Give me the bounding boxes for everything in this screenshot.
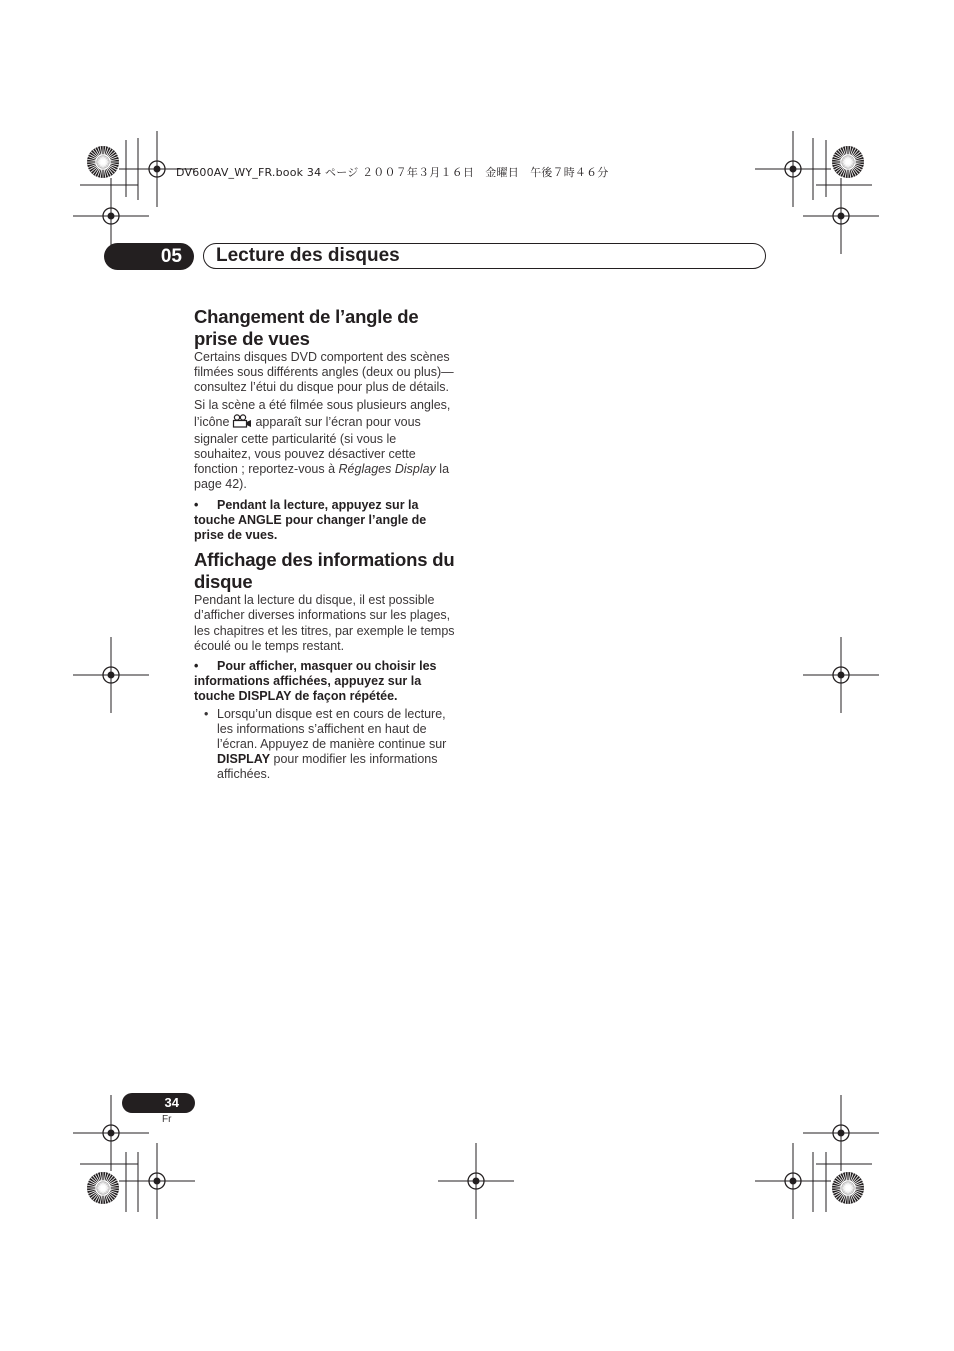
bullet: • xyxy=(194,659,199,674)
text-line: touche DISPLAY de façon répétée. xyxy=(194,689,398,704)
text-line: page 42). xyxy=(194,477,247,492)
text-line: l’écran. Appuyez de manière continue sur xyxy=(217,737,447,752)
text-line: Pendant la lecture, appuyez sur la xyxy=(217,497,419,512)
text-line: fonction ; reportez-vous à xyxy=(194,462,336,477)
paragraph-angle-intro xyxy=(194,350,474,396)
section-heading-display xyxy=(194,549,474,593)
registration-dot xyxy=(154,1178,161,1185)
text-line: signaler cette particularité (si vous le xyxy=(194,431,397,446)
text-line: écoulé ou le temps restant. xyxy=(194,638,345,653)
registration-dot xyxy=(154,166,161,173)
instruction-display xyxy=(194,659,474,705)
print-header-line: DV600AV_WY_FR.book 34 ページ ２００７年３月１６日 金曜日 午後７時４６分 xyxy=(176,166,609,179)
heading-line: disque xyxy=(194,571,253,593)
note-display xyxy=(194,707,474,783)
text-line: Certains disques DVD comportent des scènes xyxy=(194,350,450,364)
text-line: Si la scène a été filmée sous plusieurs angles, xyxy=(194,397,451,412)
heading-line: prise de vues xyxy=(194,328,310,349)
main-column xyxy=(194,306,474,783)
display-button-label: DISPLAY xyxy=(217,752,271,767)
text-line: touche ANGLE pour changer l’angle de xyxy=(194,512,427,527)
cross-reference: Réglages Display xyxy=(338,462,436,477)
registration-dot xyxy=(838,1130,845,1137)
registration-dot xyxy=(838,672,845,679)
text-line: les informations s’affichent en haut de xyxy=(217,721,427,736)
page-number-tab: 34 xyxy=(122,1093,195,1113)
heading-line: Affichage des informations du xyxy=(194,549,455,571)
text-line: Pendant la lecture du disque, il est possible xyxy=(194,593,435,608)
camera-angle-icon xyxy=(232,414,252,428)
text-line: filmées sous différents angles (deux ou plus)— xyxy=(194,365,454,380)
text-line: les chapitres et les titres, par exemple le temps xyxy=(194,623,455,638)
text-line: affichées. xyxy=(217,767,271,782)
heading-line: Changement de l’angle de xyxy=(194,306,419,327)
registration-dot xyxy=(108,1130,115,1137)
text-line: l’icône xyxy=(194,414,230,429)
instruction-angle xyxy=(194,498,474,544)
registration-dot xyxy=(790,1178,797,1185)
text-line: Lorsqu’un disque est en cours de lecture, xyxy=(217,706,446,721)
section-heading-angle xyxy=(194,306,474,350)
text-line: apparaît sur l’écran pour vous xyxy=(255,414,421,429)
text-line: prise de vues. xyxy=(194,528,278,543)
registration-dot xyxy=(108,213,115,220)
registration-dot xyxy=(473,1178,480,1185)
text-line: souhaitez, vous pouvez désactiver cette xyxy=(194,447,416,462)
text-line: informations affichées, appuyez sur la xyxy=(194,674,422,689)
text-line: la xyxy=(439,462,450,477)
text-line: Pour afficher, masquer ou choisir les xyxy=(217,659,437,674)
text-line: consultez l’étui du disque pour plus de détails. xyxy=(194,380,450,395)
page-language: Fr xyxy=(162,1114,172,1125)
chapter-number-tab: 05 xyxy=(104,243,194,270)
registration-dot xyxy=(838,213,845,220)
bullet: • xyxy=(194,497,199,512)
registration-dot xyxy=(790,166,797,173)
paragraph-display-intro xyxy=(194,593,474,654)
text-line: pour modifier les informations xyxy=(273,752,438,767)
bullet: • xyxy=(204,706,209,721)
text-line: d’afficher diverses informations sur les plages, xyxy=(194,608,451,623)
registration-dot xyxy=(108,672,115,679)
chapter-title: Lecture des disques xyxy=(216,245,400,266)
paragraph-angle-icon xyxy=(194,398,474,493)
